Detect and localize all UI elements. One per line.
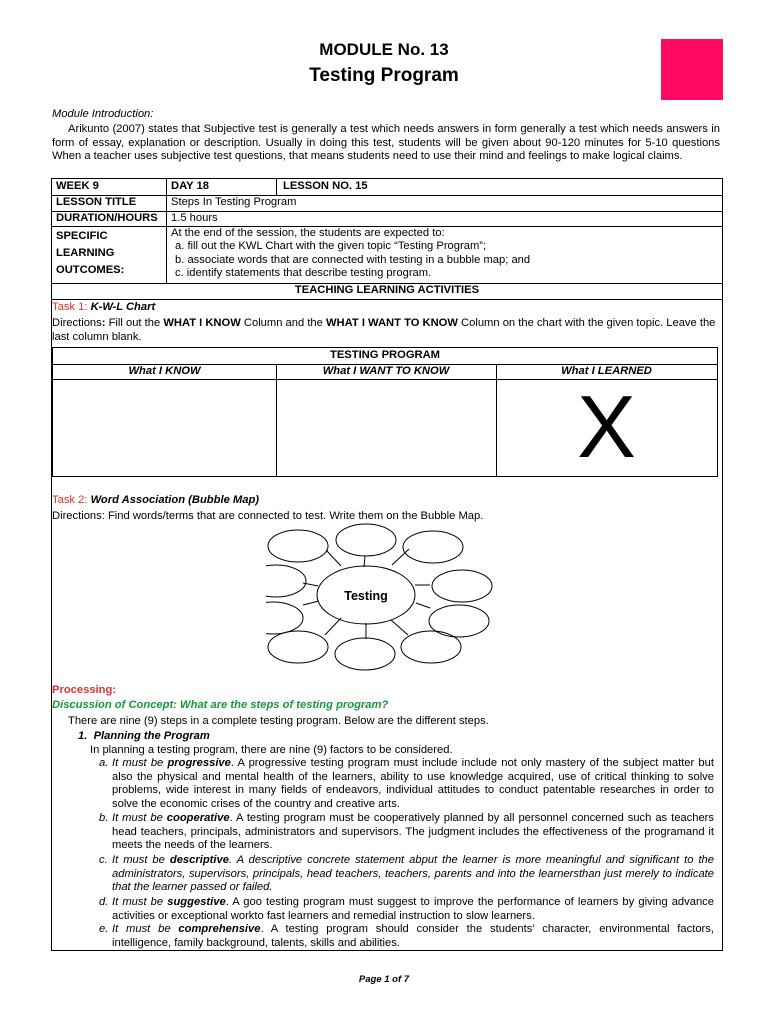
task1-directions: Directions: Fill out the WHAT I KNOW Column and the WHAT I WANT TO KNOW Column on the chart with the given topic. Leave the last column blank. (52, 317, 716, 343)
lesson-title-value: Steps In Testing Program (171, 196, 297, 208)
lesson-table (51, 178, 723, 951)
bubble-map (266, 523, 498, 683)
accent-square (661, 39, 723, 100)
bubble-top-right (403, 531, 463, 563)
lesson-number: LESSON NO. 15 (283, 180, 368, 192)
bubble-bottom (335, 638, 395, 670)
week-label: WEEK 9 (56, 180, 99, 192)
duration-label: DURATION/HOURS (56, 212, 158, 224)
lesson-title-label: LESSON TITLE (56, 196, 137, 208)
intro-text: Arikunto (2007) states that Subjective test is generally a test which needs answers in form generally a test which needs answers in form of essay, explanation or description. Usually in doing this test, students will be given about 90-120 minutes for 5-10 questions When a teacher uses subjective test questions, that means students need to use their mind and feelings to make logical claims. (52, 123, 720, 163)
kwl-col-want: What I WANT TO KNOW (322, 365, 450, 377)
bubble-right (432, 570, 492, 602)
task1-heading: Task 1: K-W-L Chart (52, 301, 156, 313)
kwl-title: TESTING PROGRAM (329, 349, 440, 361)
step1-intro: In planning a testing program, there are nine (9) factors to be considered. (90, 744, 453, 756)
task2-heading: Task 2: Word Association (Bubble Map) (52, 494, 259, 506)
duration-value: 1.5 hours (171, 212, 218, 224)
outcomes-label: SPECIFIC LEARNING OUTCOMES: (56, 230, 125, 276)
bubble-bottom-left (268, 631, 328, 663)
intro-label: Module Introduction: (52, 108, 154, 120)
day-label: DAY 18 (171, 180, 209, 192)
list-item-a: a. It must be progressive. A progressive testing program must include include not only mastery of the subject matter but also the physical and mental health of the learners, ability to use knowledge acquired, use of critical thinking to solve problems, wide interest in many fields of endeavors, individual attitudes to conduct patentable researches in order to solve the economic crises of the country and creative arts. (99, 757, 714, 810)
outcome-c: c. identify statements that describe testing program. (175, 267, 432, 279)
kwl-chart (52, 347, 718, 477)
list-item-e: e. It must be comprehensive. A testing program should consider the students’ character, environmental factors, intelligence, family background, talents, skills and abilities. (99, 923, 714, 949)
kwl-col-learned: What I LEARNED (561, 365, 652, 377)
page-footer: Page 1 of 7 (358, 974, 410, 985)
x-mark: X (577, 377, 636, 476)
processing-label: Processing: (52, 684, 117, 696)
step1-heading: 1. Planning the Program (78, 730, 210, 742)
concept-heading: Discussion of Concept: What are the steps of testing program? (52, 699, 389, 711)
page-title: Testing Program (309, 65, 459, 86)
list-item-d: d. It must be suggestive. A goo testing program must suggest to improve the performance of learners by giving advance activities or exceptional workto fast learners and remedial instruction to slow learners. (99, 896, 714, 922)
bubble-left (266, 565, 306, 597)
outcome-a: a. fill out the KWL Chart with the given topic “Testing Program”; (175, 240, 487, 252)
bubble-center-label: Testing (344, 589, 388, 603)
list-item-c: c. It must be descriptive. A descriptive concrete statement abput the learner is more meaningful and significant to the administrators, supervisors, principals, head teachers, teachers, parents and into the learnersthan just merely to indicate that the learner passed or failed. (99, 854, 714, 894)
kwl-col-know: What I KNOW (128, 365, 201, 377)
bubble-lower-right (429, 605, 489, 637)
task2-directions: Directions: Find words/terms that are connected to test. Write them on the Bubble Map. (52, 510, 484, 522)
outcome-b: b. associate words that are connected with testing in a bubble map; and (175, 254, 531, 266)
list-item-b: b. It must be cooperative. A testing program must be cooperatively planned by all personnel concerned such as teachers head teachers, principals, administrators and supervisors. The judgment includes the effectiveness of the programand it meets the needs of the learners. (99, 812, 715, 852)
module-number: MODULE No. 13 (319, 40, 449, 59)
processing-intro: There are nine (9) steps in a complete testing program. Below are the different steps. (68, 715, 489, 727)
bubble-top (336, 524, 396, 556)
outcomes-intro: At the end of the session, the students are expected to: (171, 227, 445, 239)
activities-heading: TEACHING LEARNING ACTIVITIES (294, 284, 480, 296)
bubble-lower-left (266, 602, 303, 634)
bubble-top-left (268, 530, 328, 562)
bubble-bottom-right (401, 631, 461, 663)
